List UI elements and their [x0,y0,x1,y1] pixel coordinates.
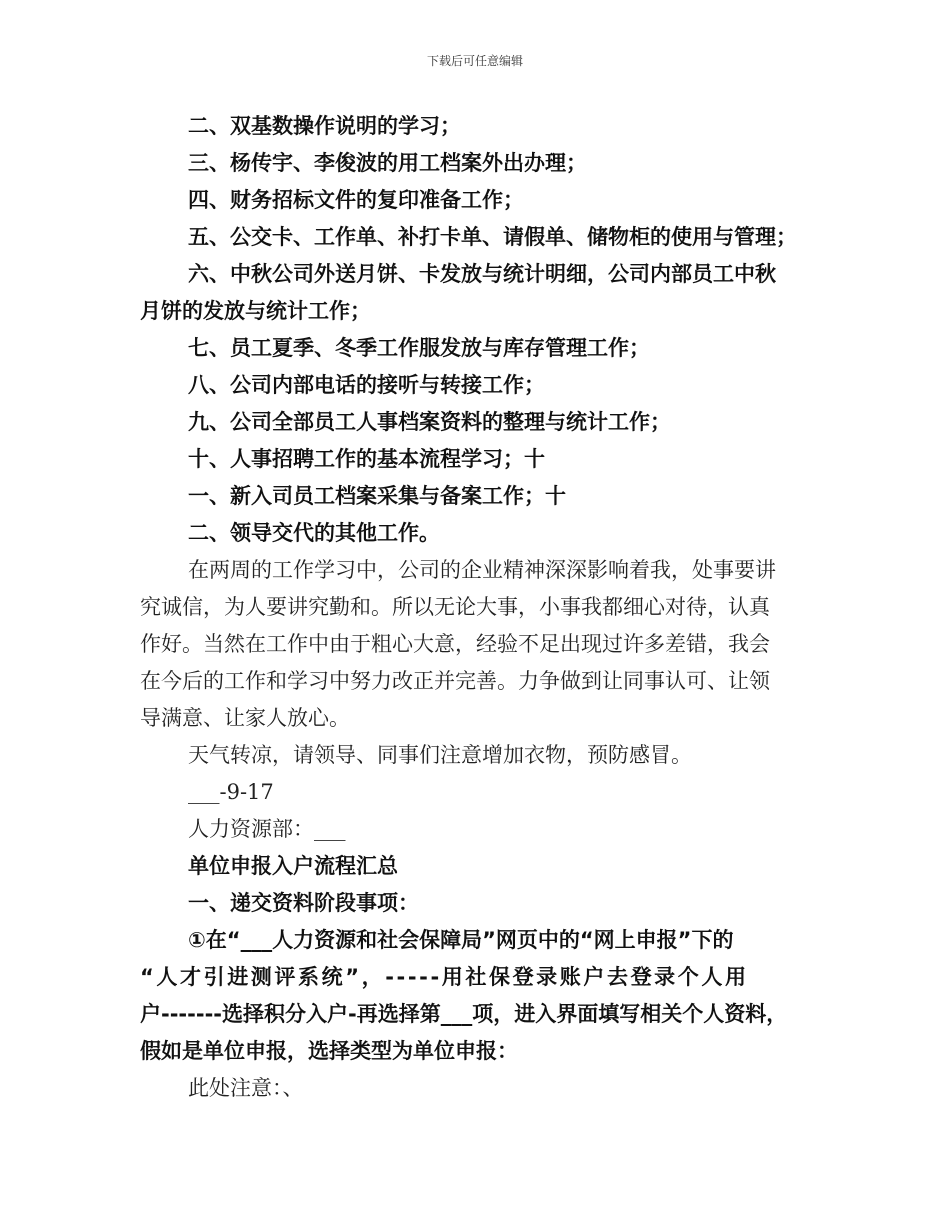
department-line: 人力资源部：___ [188,817,346,841]
list-item: 四、财务招标文件的复印准备工作； [188,188,524,212]
list-item: 二、双基数操作说明的学习； [188,114,461,138]
list-item: 五、公交卡、工作单、补打卡单、请假单、储物柜的使用与管理； [188,225,797,249]
step-line: 假如是单位申报，选择类型为单位申报： [140,1039,518,1063]
list-item: 一、新入司员工档案采集与备案工作；十 [188,484,566,508]
section-title: 单位申报入户流程汇总 [188,854,398,878]
paragraph-line: 作好。当然在工作中由于粗心大意，经验不足出现过许多差错，我会 [140,632,770,656]
list-item: 二、领导交代的其他工作。 [188,521,440,545]
list-item: 月饼的发放与统计工作； [140,299,371,323]
date-line: ___-9-17 [188,780,274,804]
step-line: 户-------选择积分入户-再选择第___项，进入界面填写相关个人资料， [140,1002,788,1026]
page-header: 下载后可任意编辑 [426,54,523,68]
list-item: 三、杨传宇、李俊波的用工档案外出办理； [188,151,587,175]
step-line: ①在“___人力资源和社会保障局”网页中的“网上申报”下的 [188,928,734,952]
paragraph-line: 究诚信，为人要讲究勤和。所以无论大事，小事我都细心对待，认真 [140,595,770,619]
paragraph-line: 在今后的工作和学习中努力改正并完善。力争做到让同事认可、让领 [140,669,770,693]
section-subtitle: 一、递交资料阶段事项： [188,891,419,915]
list-item: 八、公司内部电话的接听与转接工作； [188,373,545,397]
list-item: 七、员工夏季、冬季工作服发放与库存管理工作； [188,336,650,360]
step-line: “人才引进测评系统”，-----用社保登录账户去登录个人用 [140,965,749,989]
weather-note: 天气转凉，请领导、同事们注意增加衣物，预防感冒。 [188,743,692,767]
paragraph-line: 导满意、让家人放心。 [140,706,350,730]
list-item: 九、公司全部员工人事档案资料的整理与统计工作； [188,410,671,434]
list-item: 十、人事招聘工作的基本流程学习；十 [188,447,545,471]
paragraph-line: 在两周的工作学习中，公司的企业精神深深影响着我，处事要讲 [188,558,776,582]
list-item: 六、中秋公司外送月饼、卡发放与统计明细，公司内部员工中秋 [188,262,776,286]
note-line: 此处注意：、 [188,1076,304,1100]
